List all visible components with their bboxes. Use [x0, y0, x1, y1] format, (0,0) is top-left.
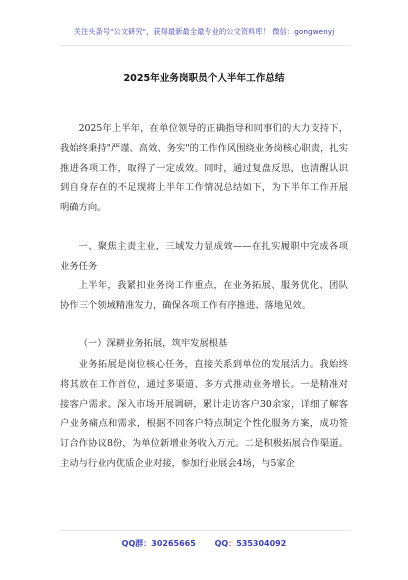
paragraph-business-expansion: 业务拓展是岗位核心任务，直接关系到单位的发展活力。我始终将其放在工作首位，通过多渠道、多方式推动业务增长。一是精准对接客户需求。深入市场开展调研，累计走访客户30余家，详细了解客户业务痛点和需求，根据不同客户特点制定个性化服务方案，成功签订合作协议8份，为单位新增业务收入万元。二是积极拓展合作渠道。主动与行业内优质企业对接，参加行业展会4场，与5家企	[60, 359, 348, 469]
paragraph-intro: 2025年上半年，在单位领导的正确指导和同事们的大力支持下，我始终秉持"严谨、高效、务实"的工作作风围绕业务岗核心职责，扎实推进各项工作，取得了一定成效。同时，通过复盘反思，也清醒认识到自身存在的不足现将上半年工作情况总结如下，为下半年工作开展明确方向。	[60, 123, 348, 214]
footer-divider	[60, 530, 350, 531]
header-divider	[60, 45, 350, 46]
subsection-heading-1: （一）深耕业务拓展，筑牢发展根基	[78, 338, 228, 349]
header-banner: 关注头条号"公文研究"，获得最新最全最专业的公文资料库！ 微信：gongwenyj	[73, 27, 335, 36]
footer-banner	[0, 538, 408, 549]
section-heading-1: 一、聚焦主责主业，三域发力显成效——在扎实履职中完成各项业务任务	[60, 241, 348, 272]
paragraph-section-1: 上半年，我紧扣业务岗工作重点，在业务拓展、服务优化、团队协作三个领域精准发力，确保各项工作有序推进、落地见效。	[60, 280, 348, 311]
footer-qq: QQ：535304092	[214, 539, 287, 548]
footer-qq-group: QQ群：30265665	[121, 539, 196, 548]
document-title: 2025年业务岗职员个人半年工作总结	[123, 73, 285, 84]
